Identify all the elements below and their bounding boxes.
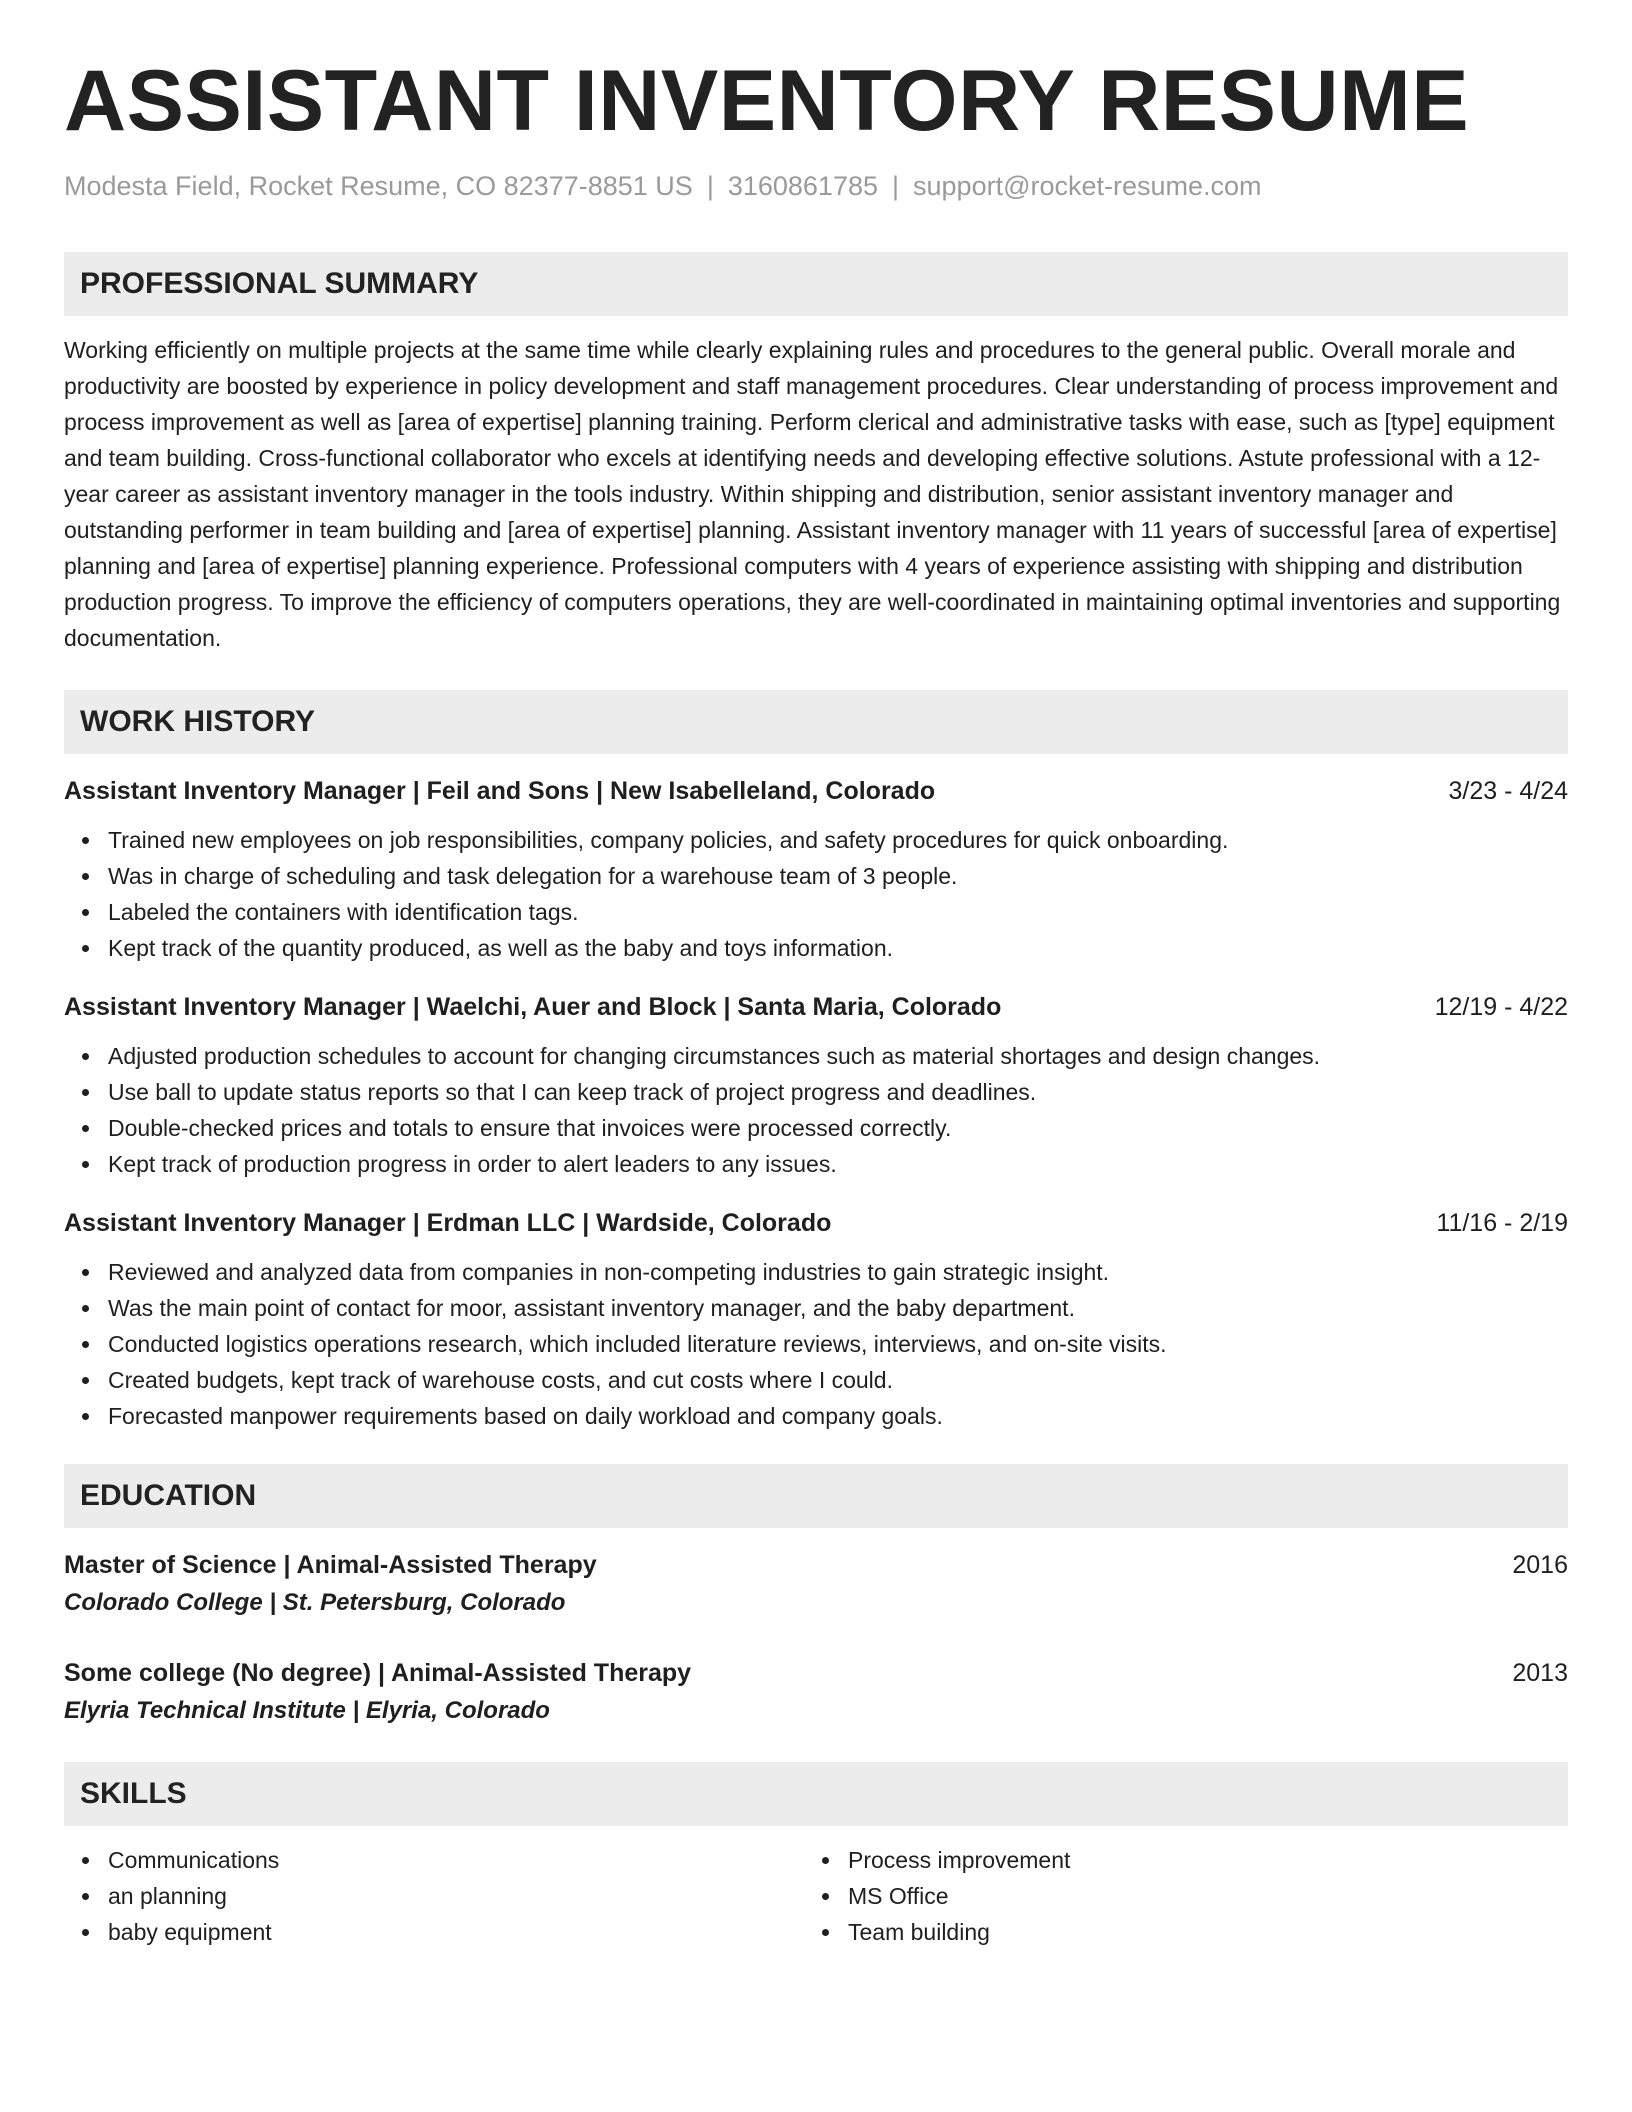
job-header xyxy=(64,774,1568,808)
job-title: Assistant Inventory Manager | Erdman LLC | Wardside, Colorado xyxy=(64,1209,832,1238)
resume-title: ASSISTANT INVENTORY RESUME xyxy=(64,53,1470,149)
contact-address: Modesta Field, Rocket Resume, CO 82377-8851 US xyxy=(64,171,693,201)
education-degree: Master of Science | Animal-Assisted Therapy xyxy=(64,1551,597,1580)
section-header-education: EDUCATION xyxy=(64,1464,1568,1528)
job-bullet: Was in charge of scheduling and task delegation for a warehouse team of 3 people. xyxy=(108,858,1568,894)
job-bullets xyxy=(64,822,1568,966)
job-bullet: Forecasted manpower requirements based on daily workload and company goals. xyxy=(108,1398,1568,1434)
summary-text: Working efficiently on multiple projects at the same time while clearly explaining rules and procedures to the general public. Overall morale and productivity are boosted by experience in policy development and staff management procedures. Clear understanding of process improvement and process improvement as well as [area of expertise] planning training. Perform clerical and administrative tasks with ease, such as [type] equipment and team building. Cross-functional collaborator who excels at identifying needs and developing effective solutions. Astute professional with a 12-year career as assistant inventory manager in the tools industry. Within shipping and distribution, senior assistant inventory manager and outstanding performer in team building and [area of expertise] planning. Assistant inventory manager with 11 years of successful [area of expertise] planning and [area of expertise] planning experience. Professional computers with 4 years of experience assisting with shipping and distribution production progress. To improve the efficiency of computers operations, they are well-coordinated in maintaining optimal inventories and supporting documentation. xyxy=(64,337,1561,652)
skills-column-right xyxy=(804,1842,1544,1950)
job-title: Assistant Inventory Manager | Waelchi, Auer and Block | Santa Maria, Colorado xyxy=(64,993,1002,1022)
job-bullet: Conducted logistics operations research, which included literature reviews, interviews, and on-site visits. xyxy=(108,1326,1568,1362)
job-bullet: Double-checked prices and totals to ensure that invoices were processed correctly. xyxy=(108,1110,1568,1146)
job-bullets xyxy=(64,1038,1568,1182)
job-bullet: Adjusted production schedules to account for changing circumstances such as material shortages and design changes. xyxy=(108,1038,1568,1074)
skills-column-left xyxy=(64,1842,804,1950)
education-year: 2013 xyxy=(1512,1659,1568,1688)
job-entry xyxy=(64,1206,1568,1434)
contact-separator: | xyxy=(706,171,714,201)
education-header xyxy=(64,1548,1568,1582)
education-degree: Some college (No degree) | Animal-Assisted Therapy xyxy=(64,1659,692,1688)
job-bullet: Labeled the containers with identification tags. xyxy=(108,894,1568,930)
job-bullet: Created budgets, kept track of warehouse costs, and cut costs where I could. xyxy=(108,1362,1568,1398)
job-entry xyxy=(64,774,1568,966)
skills-list xyxy=(64,1842,1568,1950)
job-bullet: Kept track of the quantity produced, as well as the baby and toys information. xyxy=(108,930,1568,966)
education-year: 2016 xyxy=(1512,1551,1568,1580)
job-header xyxy=(64,1206,1568,1240)
contact-separator: | xyxy=(892,171,900,201)
section-header-summary: PROFESSIONAL SUMMARY xyxy=(64,252,1568,316)
job-dates: 3/23 - 4/24 xyxy=(1448,777,1568,806)
section-header-work-history: WORK HISTORY xyxy=(64,690,1568,754)
section-header-skills: SKILLS xyxy=(64,1762,1568,1826)
job-bullet: Was the main point of contact for moor, assistant inventory manager, and the baby department. xyxy=(108,1290,1568,1326)
job-bullet: Reviewed and analyzed data from companies in non-competing industries to gain strategic insight. xyxy=(108,1254,1568,1290)
job-bullet: Trained new employees on job responsibilities, company policies, and safety procedures for quick onboarding. xyxy=(108,822,1568,858)
contact-phone: 3160861785 xyxy=(727,171,878,201)
job-bullet: Kept track of production progress in order to alert leaders to any issues. xyxy=(108,1146,1568,1182)
job-dates: 11/16 - 2/19 xyxy=(1436,1209,1568,1238)
job-header xyxy=(64,990,1568,1024)
skill-item: Process improvement xyxy=(848,1842,1544,1878)
job-bullet: Use ball to update status reports so that I can keep track of project progress and deadlines. xyxy=(108,1074,1568,1110)
education-school: Colorado College | St. Petersburg, Colorado xyxy=(64,1589,566,1617)
contact-line xyxy=(64,170,1568,202)
education-entry xyxy=(64,1548,1568,1620)
job-title: Assistant Inventory Manager | Feil and Sons | New Isabelleland, Colorado xyxy=(64,777,936,806)
job-entry xyxy=(64,990,1568,1182)
skill-item: baby equipment xyxy=(108,1914,804,1950)
skill-item: an planning xyxy=(108,1878,804,1914)
skill-item: Communications xyxy=(108,1842,804,1878)
job-bullets xyxy=(64,1254,1568,1434)
skill-item: MS Office xyxy=(848,1878,1544,1914)
job-dates: 12/19 - 4/22 xyxy=(1434,993,1568,1022)
education-header xyxy=(64,1656,1568,1690)
education-entry xyxy=(64,1656,1568,1728)
education-school: Elyria Technical Institute | Elyria, Colorado xyxy=(64,1697,550,1725)
contact-email[interactable]: support@rocket-resume.com xyxy=(913,171,1262,201)
skill-item: Team building xyxy=(848,1914,1544,1950)
